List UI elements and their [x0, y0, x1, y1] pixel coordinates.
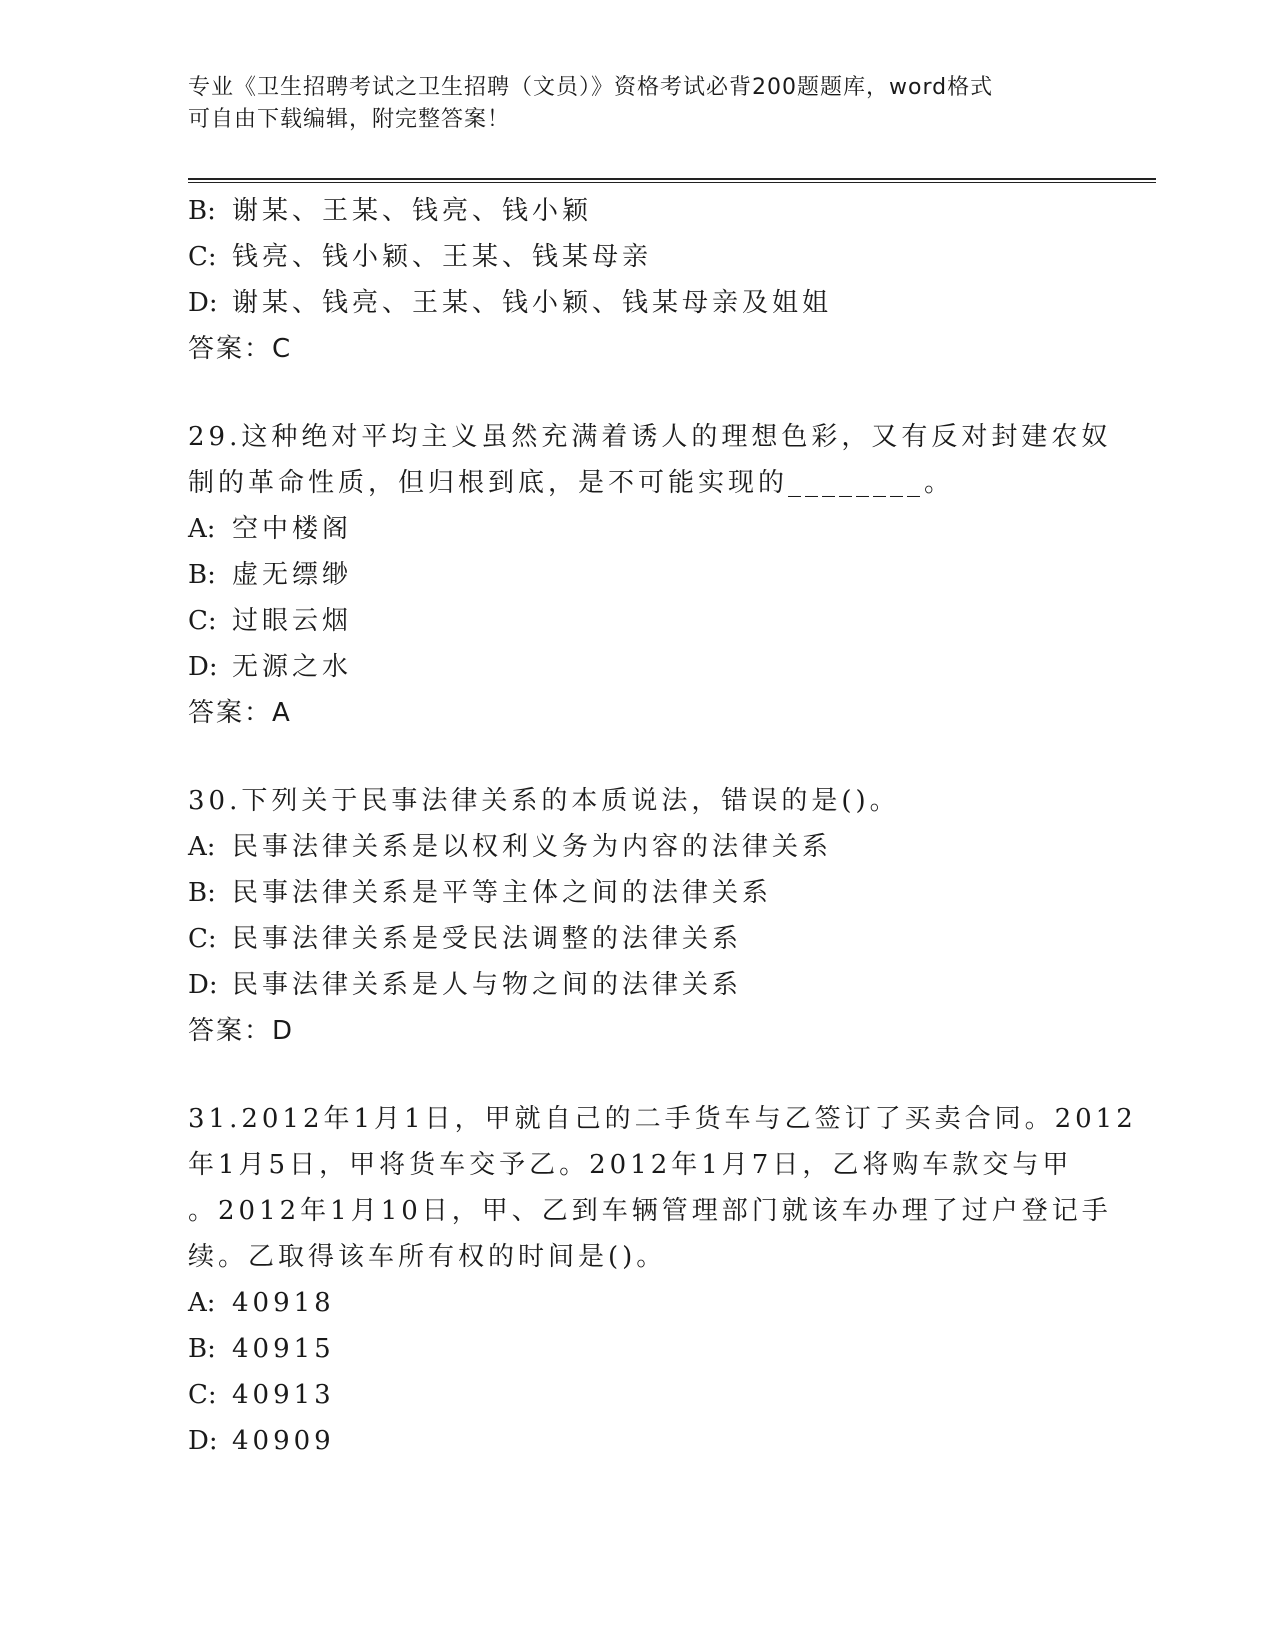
question-stem-line: 年1月5日，甲将货车交予乙。2012年1月7日，乙将购车款交与甲: [188, 1150, 1073, 1180]
option-label: B:: [188, 1334, 216, 1364]
option-b: [188, 1326, 1088, 1372]
option-text: 40918: [232, 1288, 335, 1318]
option-label: C:: [188, 242, 217, 272]
question-stem-line: 31.2012年1月1日，甲就自己的二手货车与乙签订了买卖合同。2012: [188, 1104, 1137, 1134]
option-text: 过眼云烟: [232, 606, 353, 636]
option-d: [188, 962, 1088, 1008]
spacer: [188, 372, 1088, 414]
option-b: [188, 552, 1088, 598]
question-29: [188, 414, 1112, 736]
option-label: D:: [188, 288, 218, 318]
header-divider: [188, 178, 1156, 183]
spacer: [188, 736, 1088, 778]
question-stem-line: 制的革命性质，但归根到底，是不可能实现的________。: [188, 468, 955, 498]
option-b: [188, 188, 1088, 234]
option-a: [188, 506, 1088, 552]
answer-line: 答案：D: [188, 1016, 295, 1046]
question-list: [188, 188, 1137, 1464]
option-text: 虚无缥缈: [232, 560, 353, 590]
option-text: 40915: [232, 1334, 335, 1364]
option-label: D:: [188, 1426, 218, 1456]
option-label: C:: [188, 1380, 217, 1410]
question-stem-line: 29.这种绝对平均主义虽然充满着诱人的理想色彩，又有反对封建农奴: [188, 422, 1112, 452]
option-a: [188, 824, 1088, 870]
option-text: 谢某、王某、钱亮、钱小颖: [232, 196, 593, 226]
question-stem-line: 30.下列关于民事法律关系的本质说法，错误的是()。: [188, 786, 900, 816]
answer-line: 答案：A: [188, 698, 292, 728]
question-31: [188, 1096, 1137, 1464]
option-label: A:: [188, 1288, 216, 1318]
option-text: 40913: [232, 1380, 335, 1410]
option-c: [188, 598, 1088, 644]
option-label: B:: [188, 560, 216, 590]
option-d: [188, 644, 1088, 690]
option-label: A:: [188, 832, 216, 862]
question-28: [188, 188, 1088, 372]
option-d: [188, 280, 1088, 326]
option-d: [188, 1418, 1088, 1464]
option-b: [188, 870, 1088, 916]
option-label: B:: [188, 196, 216, 226]
option-text: 民事法律关系是人与物之间的法律关系: [232, 970, 743, 1000]
option-c: [188, 234, 1088, 280]
option-c: [188, 1372, 1088, 1418]
option-label: C:: [188, 924, 217, 954]
option-text: 民事法律关系是平等主体之间的法律关系: [232, 878, 773, 908]
page-header: [188, 72, 1088, 136]
option-label: A:: [188, 514, 216, 544]
option-c: [188, 916, 1088, 962]
question-stem-line: 续。乙取得该车所有权的时间是()。: [188, 1242, 667, 1272]
option-text: 40909: [232, 1426, 335, 1456]
option-label: B:: [188, 878, 216, 908]
option-label: D:: [188, 970, 218, 1000]
option-a: [188, 1280, 1088, 1326]
option-label: C:: [188, 606, 217, 636]
header-line-2: 可自由下载编辑，附完整答案！: [188, 107, 511, 132]
option-text: 民事法律关系是以权利义务为内容的法律关系: [232, 832, 833, 862]
question-30: [188, 778, 1088, 1054]
question-stem-line: 。2012年1月10日，甲、乙到车辆管理部门就该车办理了过户登记手: [188, 1196, 1112, 1226]
header-line-1: 专业《卫生招聘考试之卫生招聘（文员）》资格考试必背200题题库，word格式: [188, 75, 994, 100]
option-label: D:: [188, 652, 218, 682]
option-text: 民事法律关系是受民法调整的法律关系: [232, 924, 743, 954]
option-text: 钱亮、钱小颖、王某、钱某母亲: [232, 242, 653, 272]
option-text: 无源之水: [232, 652, 353, 682]
answer-line: 答案：C: [188, 334, 293, 364]
spacer: [188, 1054, 1088, 1096]
option-text: 空中楼阁: [232, 514, 353, 544]
option-text: 谢某、钱亮、王某、钱小颖、钱某母亲及姐姐: [232, 288, 833, 318]
